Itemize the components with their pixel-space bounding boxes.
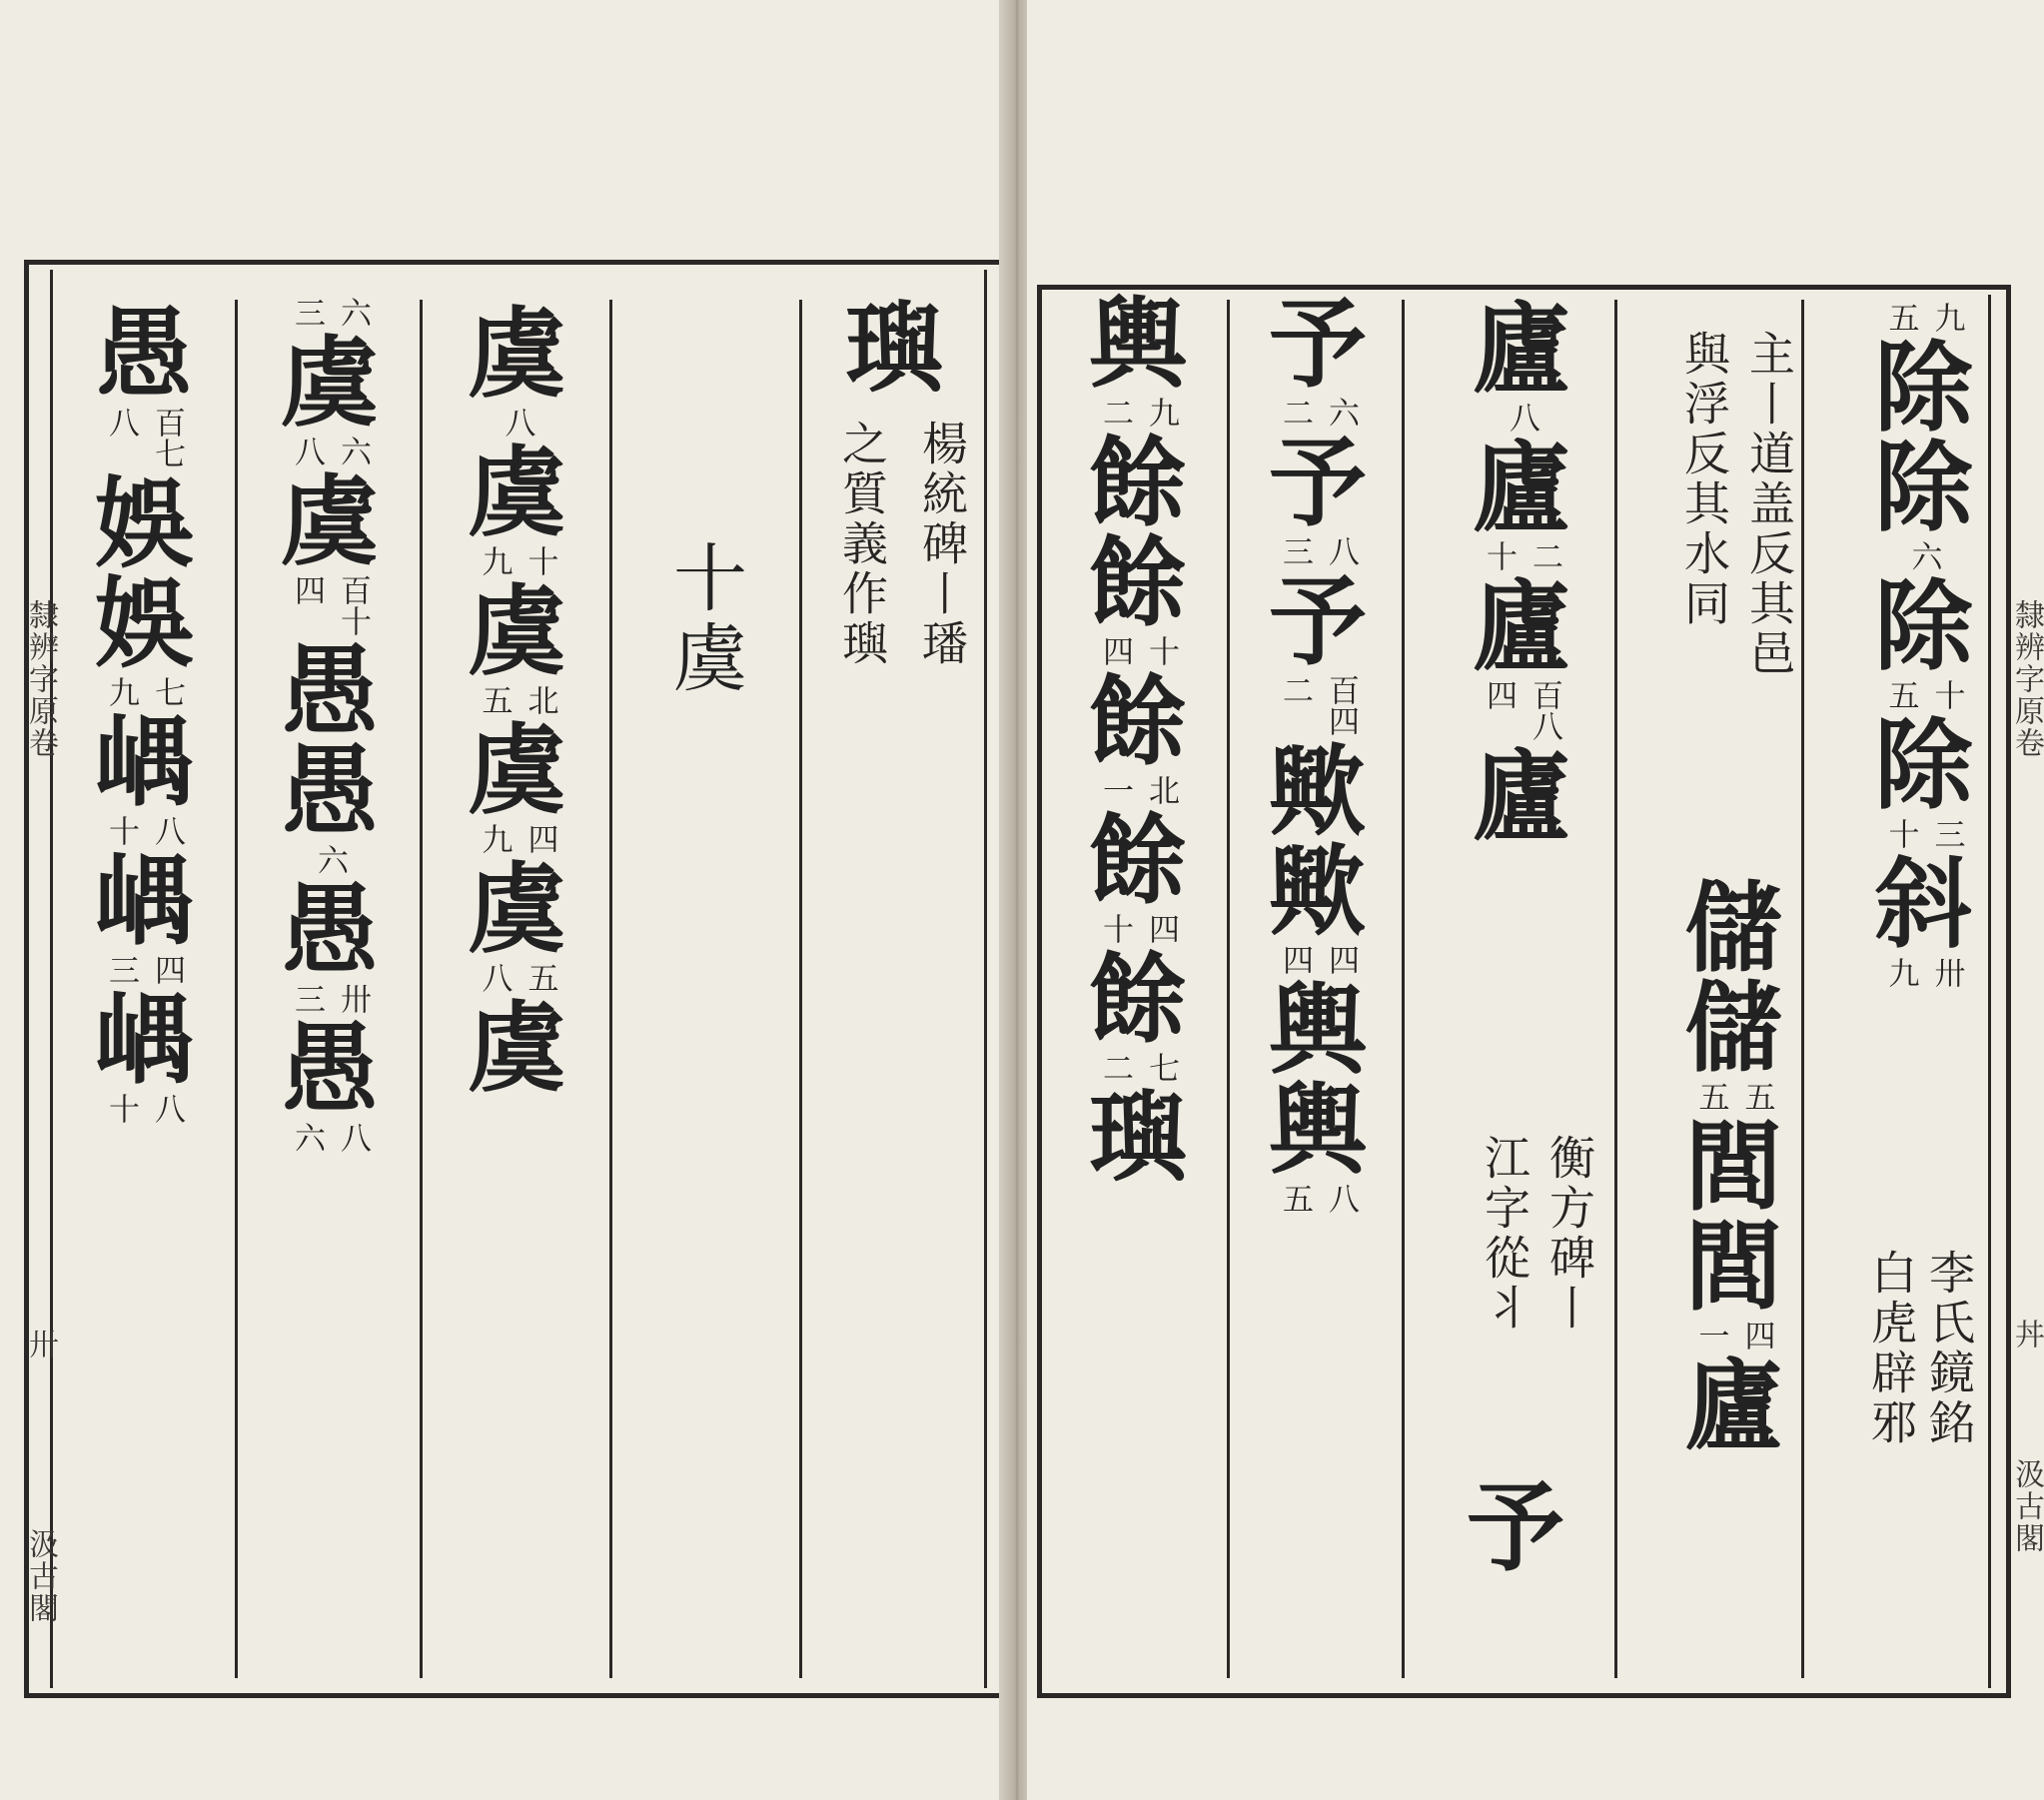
entry-char: 虞 <box>468 713 566 828</box>
column-rule <box>235 300 238 1678</box>
entry-char: 歟 <box>1268 834 1367 949</box>
annotation: 八 百七 <box>103 407 185 468</box>
entry-char: 廬 <box>1472 292 1570 407</box>
annotation: 四 百十 <box>289 574 371 636</box>
column-rule <box>1801 300 1804 1678</box>
annotation: 四 百八 <box>1481 679 1562 741</box>
annotation: 一 北 <box>1097 774 1179 805</box>
entry-char: 予 <box>1467 1470 1565 1585</box>
entry-char: 除 <box>1874 708 1973 823</box>
annotation: 八 五 <box>476 962 558 993</box>
entry-char: 餘 <box>1088 426 1187 540</box>
column-yu3 <box>58 297 230 1130</box>
right-margin-title: 隸辨字原卷 <box>2009 599 2044 759</box>
column-yu2 <box>1052 287 1224 1196</box>
gloss-right: 主丨道盖反其邑 <box>1742 330 1796 679</box>
annotation: 三 六 <box>289 297 371 328</box>
column-zhu <box>1666 871 1801 1463</box>
column-rule <box>1227 300 1230 1678</box>
annotation: 十 二 <box>1481 540 1562 571</box>
annotation: 三 卅 <box>289 983 371 1014</box>
column-rule <box>50 270 53 1688</box>
entry-char: 輿 <box>1268 973 1367 1088</box>
entry-char: 嵎 <box>94 983 193 1098</box>
left-margin-page-number: 卅 <box>23 1329 58 1360</box>
annotation: 二 六 <box>1277 397 1359 428</box>
annotation: 八 <box>499 407 535 438</box>
entry-char: 閭 <box>1684 1110 1783 1225</box>
entry-char: 餘 <box>1088 664 1187 779</box>
column-rule <box>1988 295 1991 1688</box>
column-zhen <box>809 292 979 407</box>
entry-char: 虞 <box>468 297 566 412</box>
column-rule <box>609 300 612 1678</box>
entry-char: 餘 <box>1088 942 1187 1057</box>
annotation: 十 八 <box>103 815 185 846</box>
annotation: 五 十 <box>1882 679 1965 710</box>
annotation: 六 <box>312 844 348 875</box>
entry-char: 嵎 <box>94 844 193 959</box>
annotation: 九 四 <box>476 823 558 854</box>
gloss-left: 與浮反其水同 <box>1677 330 1731 629</box>
annotation: 三 四 <box>103 954 185 985</box>
entry-char: 予 <box>1268 564 1367 679</box>
right-margin-page-number: 丼 <box>2009 1319 2044 1350</box>
entry-char: 歟 <box>1268 734 1367 849</box>
entry-char: 斜 <box>1874 847 1973 962</box>
column-chu <box>1861 300 1986 994</box>
entry-char: 除 <box>1874 331 1973 446</box>
annotation: 二 百四 <box>1277 674 1359 736</box>
column-rule <box>799 300 802 1678</box>
entry-char: 予 <box>1268 426 1367 540</box>
gloss-right: 楊統碑丨璠 <box>915 420 969 669</box>
column-rule <box>984 270 987 1688</box>
entry-char: 除 <box>1874 431 1973 545</box>
entry-char: 廬 <box>1472 569 1570 684</box>
annotation: 十 三 <box>1882 818 1965 849</box>
annotation: 五 北 <box>476 684 558 715</box>
annotation: 八 六 <box>289 436 371 466</box>
entry-char: 愚 <box>280 873 379 988</box>
entry-char: 餘 <box>1088 803 1187 918</box>
entry-char: 儲 <box>1684 871 1783 986</box>
annotation: 一 四 <box>1692 1320 1775 1350</box>
entry-char: 虞 <box>468 852 566 967</box>
annotation: 九 七 <box>103 676 185 707</box>
entry-char: 愚 <box>280 1012 379 1127</box>
entry-char: 虞 <box>468 574 566 689</box>
entry-char: 廬 <box>1684 1349 1783 1463</box>
annotation: 二 七 <box>1097 1052 1179 1083</box>
annotation: 二 九 <box>1097 397 1179 428</box>
entry-char: 廬 <box>1472 431 1570 545</box>
column-rule <box>1614 300 1617 1678</box>
head-char: 璵 <box>844 292 943 407</box>
entry-char: 輿 <box>1088 287 1187 402</box>
entry-char: 愚 <box>280 734 379 849</box>
annotation: 九 十 <box>476 545 558 576</box>
entry-char: 儲 <box>1684 971 1783 1086</box>
entry-char: 娛 <box>94 566 193 681</box>
entry-char: 愚 <box>94 297 193 412</box>
column-rule <box>1402 300 1405 1678</box>
gloss-left: 白虎辟邪 <box>1864 1249 1918 1448</box>
gloss-right: 衡方碑丨 <box>1542 1134 1596 1334</box>
entry-char: 虞 <box>280 326 379 441</box>
entry-char: 虞 <box>468 991 566 1106</box>
column-yu <box>1237 287 1399 1220</box>
section-heading: 十虞 <box>661 539 747 699</box>
left-page <box>0 0 1007 1800</box>
left-margin-press: 汲古閣 <box>23 1528 58 1624</box>
left-margin-title: 隸辨字原卷 <box>23 599 58 759</box>
gloss-right: 李氏鏡銘 <box>1922 1249 1976 1448</box>
gloss-left: 江字從丬 <box>1478 1134 1532 1334</box>
entry-char: 除 <box>1874 569 1973 684</box>
annotation: 九 卅 <box>1882 957 1965 988</box>
entry-char: 嵎 <box>94 705 193 820</box>
column-lu <box>1432 292 1611 854</box>
column-yu2 <box>245 295 415 1159</box>
entry-char: 愚 <box>280 634 379 749</box>
annotation: 十 四 <box>1097 913 1179 944</box>
annotation: 六 八 <box>289 1122 371 1153</box>
gloss-left: 之質義作璵 <box>835 420 889 669</box>
right-margin-press: 汲古閣 <box>2009 1458 2044 1554</box>
right-page <box>1027 0 2044 1800</box>
annotation: 八 <box>1504 402 1539 433</box>
annotation: 五 五 <box>1692 1081 1775 1112</box>
annotation: 四 四 <box>1277 944 1359 975</box>
entry-char: 廬 <box>1472 739 1570 854</box>
entry-char: 璵 <box>1088 1081 1187 1196</box>
entry-char: 輿 <box>1268 1073 1367 1188</box>
entry-char: 予 <box>1268 287 1367 402</box>
annotation: 三 八 <box>1277 535 1359 566</box>
annotation: 五 八 <box>1277 1183 1359 1214</box>
entry-char: 虞 <box>280 464 379 579</box>
column-yu <box>430 297 604 1106</box>
annotation: 五 九 <box>1882 302 1965 333</box>
entry-char: 閭 <box>1684 1210 1783 1325</box>
entry-char: 娛 <box>94 466 193 581</box>
entry-char: 虞 <box>468 436 566 550</box>
annotation: 四 十 <box>1097 635 1179 666</box>
column-rule <box>420 300 423 1678</box>
entry-char: 餘 <box>1088 525 1187 640</box>
annotation: 六 <box>1905 540 1942 571</box>
annotation: 十 八 <box>103 1093 185 1124</box>
